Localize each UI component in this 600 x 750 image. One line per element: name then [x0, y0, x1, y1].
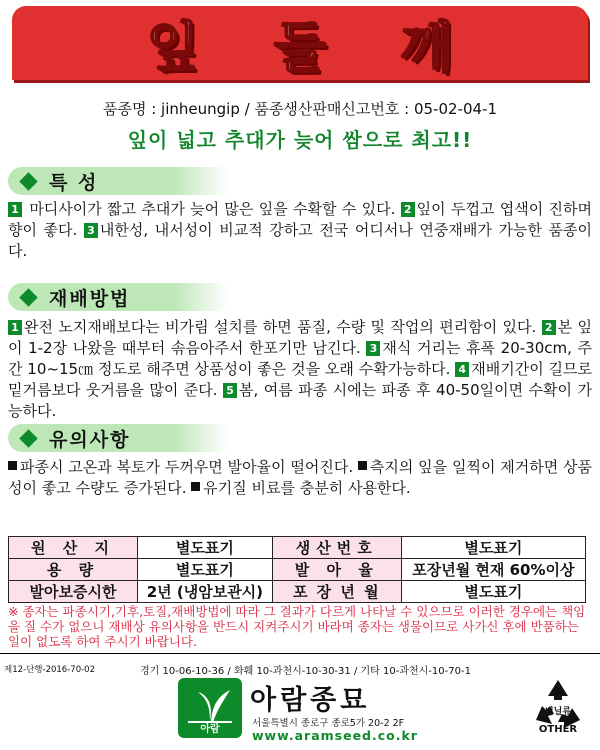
traits-body: [8, 199, 592, 262]
company-url: www.aramseed.co.kr: [252, 728, 418, 743]
table-row: [9, 559, 586, 581]
company-logo: [178, 678, 242, 738]
table-row: [9, 581, 586, 603]
cultivation-text: 본 잎이 1-2장 나왔을 때부터 솎음아주서 한포기만 남긴다.: [8, 318, 592, 357]
diamond-icon: [19, 288, 37, 306]
trait-text: 마디사이가 짧고 추대가 늦어 많은 잎을 수확할 수 있다.: [29, 200, 396, 218]
company-name: 아람종묘: [250, 685, 371, 716]
product-title: 잎 들 깨: [146, 15, 482, 79]
variety-registration: 품종명 : jinheungip / 품종생산판매신고번호 : 05-02-04-1: [103, 100, 497, 118]
table-label: 발아보증시한: [9, 581, 138, 603]
license-codes: 경기 10-06-10-36 / 화훼 10-과천시-10-30-31 / 기타 10-과천시-10-70-1: [140, 666, 471, 677]
sprout-icon: [178, 678, 242, 726]
caution-text: 측지의 잎을 일찍이 제거하면 상품성이 좋고 수량도 증가된다.: [8, 458, 592, 497]
section-header-traits: [8, 167, 228, 195]
section-header-cautions: [8, 424, 228, 452]
cultivation-text: 완전 노지재배보다는 비가림 설치를 하면 품질, 수량 및 작업의 편리함이 있다.: [24, 318, 537, 336]
table-value: 별도표기: [138, 537, 273, 559]
divider: [0, 653, 600, 654]
number-badge: 1: [8, 202, 22, 217]
table-label: 생산번호: [272, 537, 401, 559]
table-value: 2년 (냉암보관시): [138, 581, 273, 603]
table-value: 별도표기: [401, 537, 585, 559]
square-bullet-icon: [191, 482, 200, 491]
table-label: 용 량: [9, 559, 138, 581]
square-bullet-icon: [8, 461, 17, 470]
cultivation-text: 봄, 여름 파종 시에는 파종 후 40-50일이면 수확이 가능하다.: [8, 381, 592, 420]
number-badge: 2: [401, 202, 415, 217]
table-value: 별도표기: [138, 559, 273, 581]
warning-notice: ※ 종자는 파종시기,기후,토질,재배방법에 따라 그 결과가 다르게 나타날 수 있으므로 이러한 경우에는 책임을 질 수가 없으니 재배상 유의사항을 반드시 지켜주시기 바라며 종자는 생물이므로 사가신 후에 반품하는 일이 없도록 하여 주시기 바랍니다.: [8, 604, 586, 649]
number-badge: 2: [542, 320, 556, 335]
table-label: 포 장 년 월: [272, 581, 401, 603]
number-badge: 3: [84, 223, 98, 238]
trait-text: 내한성, 내서성이 비교적 강하고 전국 어디서나 연중재배가 가능한 품종이다.: [8, 221, 592, 260]
section-title: 특 성: [49, 171, 99, 194]
table-label: 원 산 지: [9, 537, 138, 559]
number-badge: 4: [455, 362, 469, 377]
cultivation-text: 재배기간이 길므로 밑거름보다 웃거름을 많이 준다.: [8, 360, 592, 399]
square-bullet-icon: [358, 461, 367, 470]
cultivation-body: [8, 317, 592, 422]
section-title: 유의사항: [49, 428, 131, 451]
title-banner: [12, 6, 588, 80]
number-badge: 1: [8, 320, 22, 335]
table-value: 포장년월 현재 60%이상: [401, 559, 585, 581]
diamond-icon: [19, 172, 37, 190]
section-header-cultivation: [8, 283, 228, 311]
logo-label: 아람: [200, 724, 220, 735]
cautions-body: [8, 457, 592, 499]
table-row: [9, 537, 586, 559]
caution-text: 파종시 고온과 복토가 두꺼우면 발아율이 떨어진다.: [20, 458, 354, 476]
registration-code: 제12-단행-2016-70-02: [4, 665, 95, 675]
product-info-table: [8, 536, 586, 603]
table-value: 별도표기: [401, 581, 585, 603]
table-label: 발 아 율: [272, 559, 401, 581]
diamond-icon: [19, 429, 37, 447]
trait-text: 잎이 두껍고 엽색이 진하며 향이 좋다.: [8, 200, 592, 239]
cultivation-text: 재식 거리는 휴폭 20-30cm, 주간 10~15㎝ 정도로 해주면 상품성이 좋은 것을 오래 수확가능하다.: [8, 339, 592, 378]
number-badge: 3: [366, 341, 380, 356]
caution-text: 유기질 비료를 충분히 사용한다.: [203, 479, 411, 497]
number-badge: 5: [223, 383, 237, 398]
company-address: 서울특별시 종로구 종로5가 20-2 2F: [252, 718, 405, 729]
recycle-label: OTHER: [538, 724, 578, 735]
section-title: 재배방법: [49, 287, 131, 310]
slogan: 잎이 넓고 추대가 늦어 쌈으로 최고!!: [127, 128, 473, 152]
recycle-category: 비닐류: [544, 707, 572, 717]
